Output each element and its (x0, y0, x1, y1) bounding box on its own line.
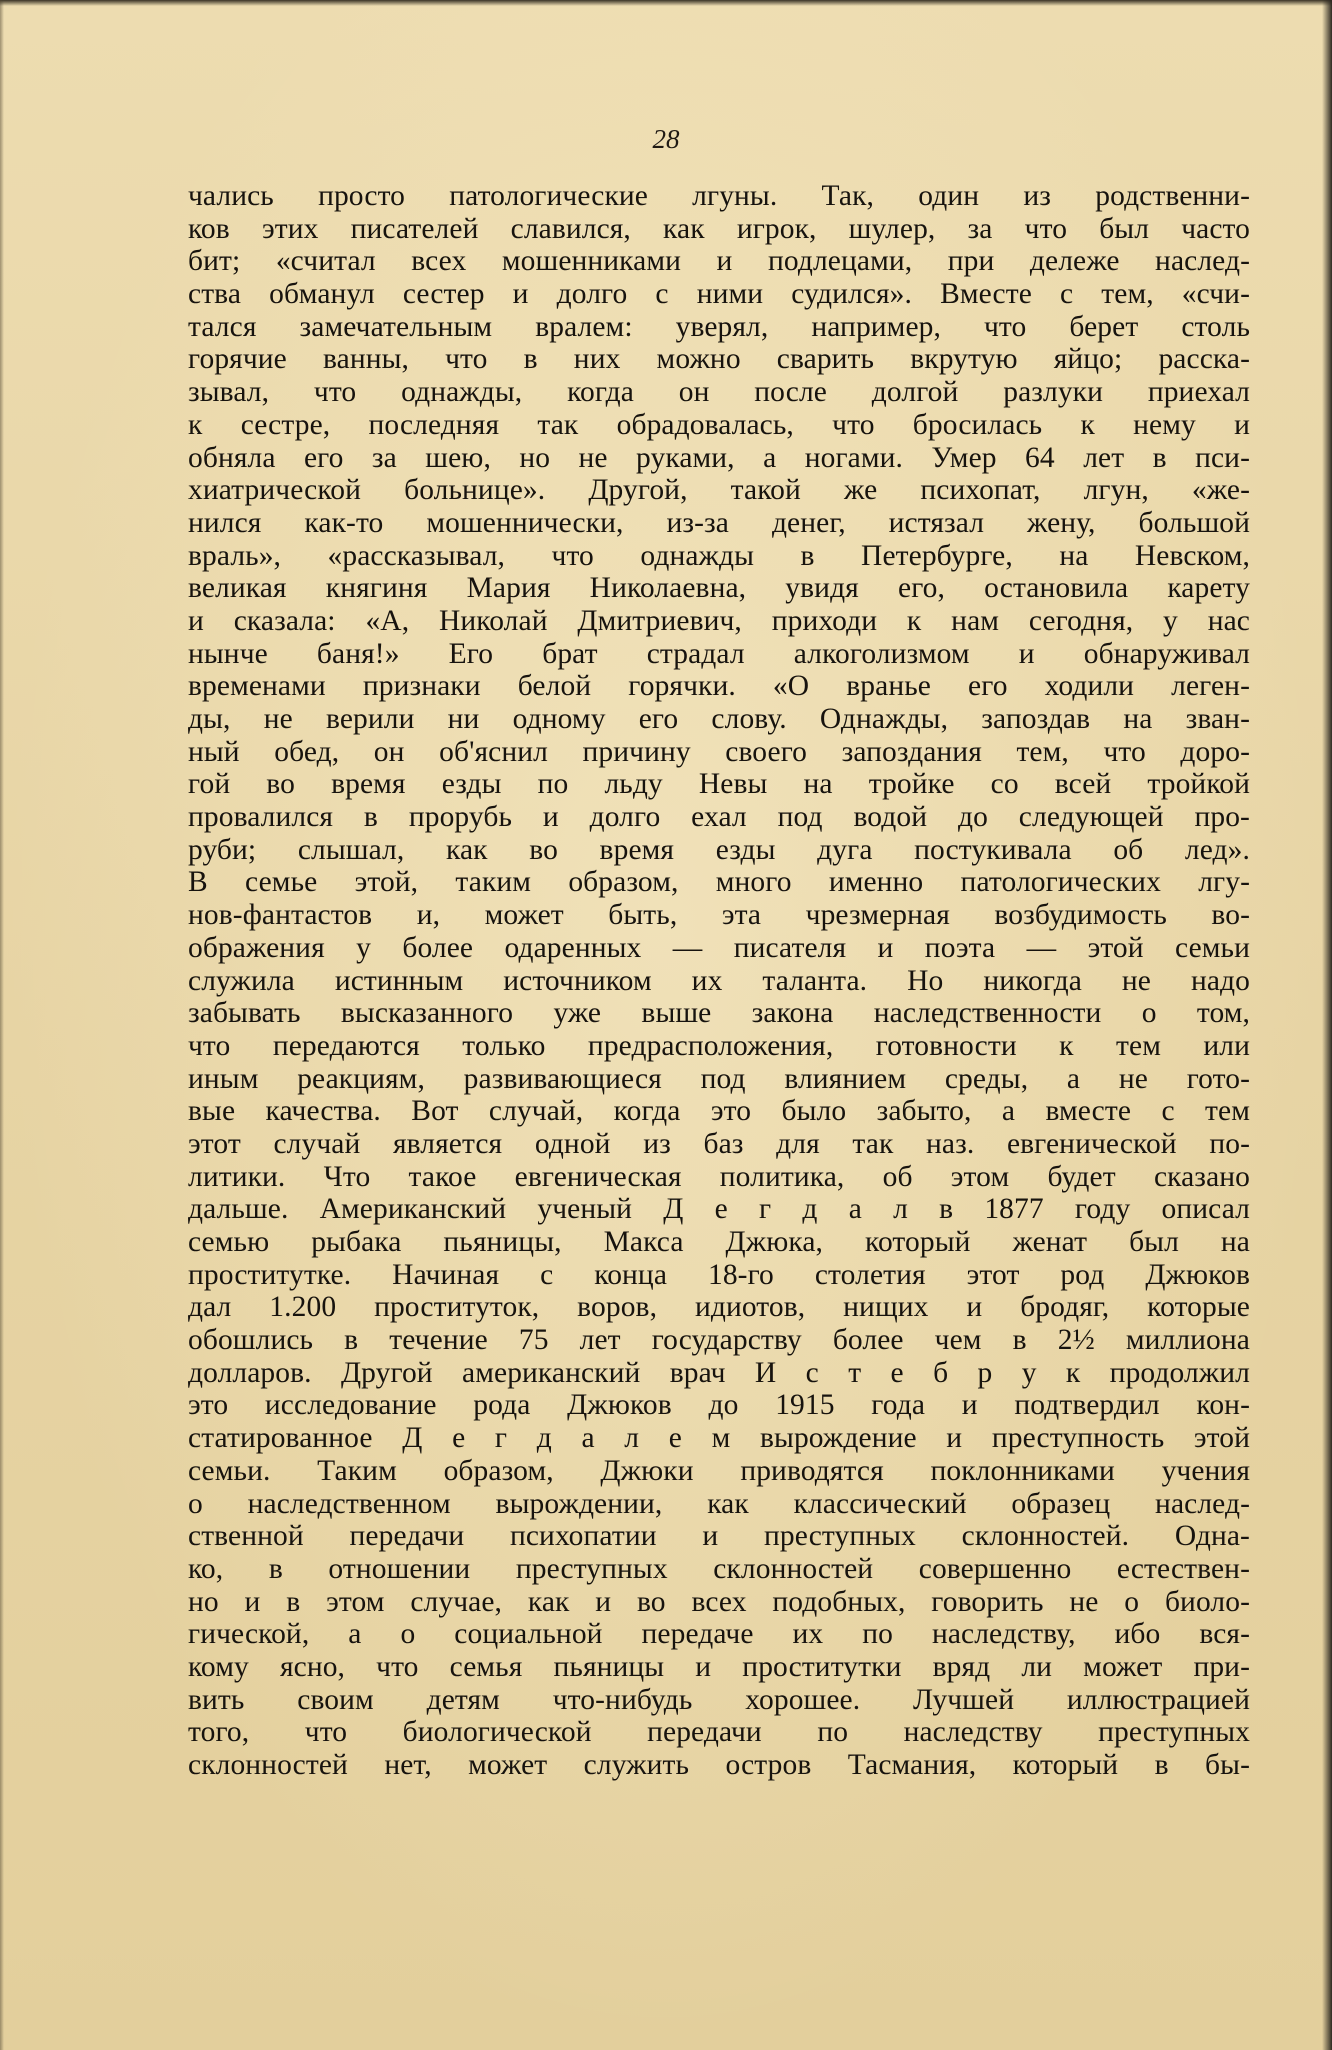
text-line: ображения у более одаренных — писателя и поэта — этой семьи (188, 931, 1250, 964)
text-line: временами признаки белой горячки. «О вранье его ходили леген- (188, 670, 1250, 703)
text-line: В семье этой, таким образом, много именно патологических лгу- (188, 866, 1250, 899)
text-line: обняла его за шею, но не руками, а ногами. Умер 64 лет в пси- (188, 441, 1250, 474)
text-line: семью рыбака пьяницы, Макса Джюка, который женат был на (188, 1226, 1250, 1258)
text-line: хиатрической больнице». Другой, такой же психопат, лгун, «же- (188, 474, 1250, 507)
text-line: забывать высказанного уже выше закона наследственности о том, (188, 997, 1250, 1030)
page-number: 28 (652, 124, 680, 154)
text-line: ства обманул сестер и долго с ними судился». Вместе с тем, «счи- (188, 278, 1250, 311)
text-line: и сказала: «А, Николай Дмитриевич, приходи к нам сегодня, у нас (188, 604, 1250, 637)
text-line: проститутке. Начиная с конца 18-го столетия этот род Джюков (188, 1258, 1250, 1291)
text-line: литики. Что такое евгеническая политика, об этом будет сказано (188, 1160, 1250, 1193)
text-line: чались просто патологические лгуны. Так, один из родственни- (188, 180, 1250, 212)
text-line: нынче баня!» Его брат страдал алкоголизмом и обнаруживал (188, 637, 1250, 670)
text-line: ков этих писателей славился, как игрок, шулер, за что был часто (188, 212, 1250, 245)
text-line: служила истинным источником их таланта. Но никогда не надо (188, 964, 1250, 997)
text-line: зывал, что однажды, когда он после долгой разлуки приехал (188, 376, 1250, 409)
text-line: дальше. Американский ученый Д е г д а л в 1877 году описал (188, 1193, 1250, 1226)
text-line: но и в этом случае, как и во всех подобных, говорить не о биоло- (188, 1585, 1250, 1618)
text-line: обошлись в течение 75 лет государству более чем в 2½ миллиона (188, 1324, 1250, 1357)
text-line: того, что биологической передачи по наследству преступных (188, 1716, 1250, 1749)
page-top-shadow (0, 0, 1332, 6)
text-line: семьи. Таким образом, Джюки приводятся поклонниками учения (188, 1454, 1250, 1487)
text-line: иным реакциям, развивающиеся под влиянием среды, а не гото- (188, 1062, 1250, 1095)
text-line: к сестре, последняя так обрадовалась, что бросилась к нему и (188, 408, 1250, 441)
text-line: долларов. Другой американский врач И с т е б р у к продолжил (188, 1356, 1250, 1389)
text-line: руби; слышал, как во время езды дуга постукивала об лед». (188, 833, 1250, 866)
text-line: гой во время езды по льду Невы на тройке со всей тройкой (188, 768, 1250, 801)
text-line: тался замечательным вралем: уверял, например, что берет столь (188, 310, 1250, 343)
text-line: враль», «рассказывал, что однажды в Петербурге, на Невском, (188, 539, 1250, 572)
text-line: это исследование рода Джюков до 1915 года и подтвердил кон- (188, 1389, 1250, 1422)
text-line: нов-фантастов и, может быть, эта чрезмерная возбудимость во- (188, 899, 1250, 932)
text-line: склонностей нет, может служить остров Тасмания, который в бы- (188, 1749, 1250, 1781)
text-line: ко, в отношении преступных склонностей совершенно естествен- (188, 1552, 1250, 1585)
text-line: что передаются только предрасположения, готовности к тем или (188, 1029, 1250, 1062)
text-line: кому ясно, что семья пьяницы и проститутки вряд ли может при- (188, 1650, 1250, 1683)
text-line: провалился в прорубь и долго ехал под водой до следующей про- (188, 801, 1250, 834)
text-line: ды, не верили ни одному его слову. Однажды, запоздав на зван- (188, 703, 1250, 735)
page-right-shadow (1322, 0, 1332, 2050)
text-line: горячие ванны, что в них можно сварить вкрутую яйцо; расска- (188, 343, 1250, 376)
body-text (188, 180, 1250, 1782)
text-line: нился как-то мошеннически, из-за денег, истязал жену, большой (188, 506, 1250, 539)
text-line: ственной передачи психопатии и преступных склонностей. Одна- (188, 1520, 1250, 1553)
text-line: о наследственном вырождении, как классический образец наслед- (188, 1487, 1250, 1520)
text-line: дал 1.200 проституток, воров, идиотов, нищих и бродяг, которые (188, 1291, 1250, 1324)
text-line: бит; «считал всех мошенниками и подлецами, при дележе наслед- (188, 245, 1250, 278)
text-line: этот случай является одной из баз для так наз. евгенической по- (188, 1127, 1250, 1160)
text-line: вить своим детям что-нибудь хорошее. Лучшей иллюстрацией (188, 1683, 1250, 1716)
page-left-shadow (0, 0, 4, 2050)
text-line: статированное Д е г д а л е м вырождение и преступность этой (188, 1422, 1250, 1455)
text-line: вые качества. Вот случай, когда это было забыто, а вместе с тем (188, 1095, 1250, 1128)
text-line: гической, а о социальной передаче их по наследству, ибо вся- (188, 1618, 1250, 1651)
text-line: ный обед, он об'яснил причину своего запоздания тем, что доро- (188, 735, 1250, 768)
text-line: великая княгиня Мария Николаевна, увидя его, остановила карету (188, 572, 1250, 605)
